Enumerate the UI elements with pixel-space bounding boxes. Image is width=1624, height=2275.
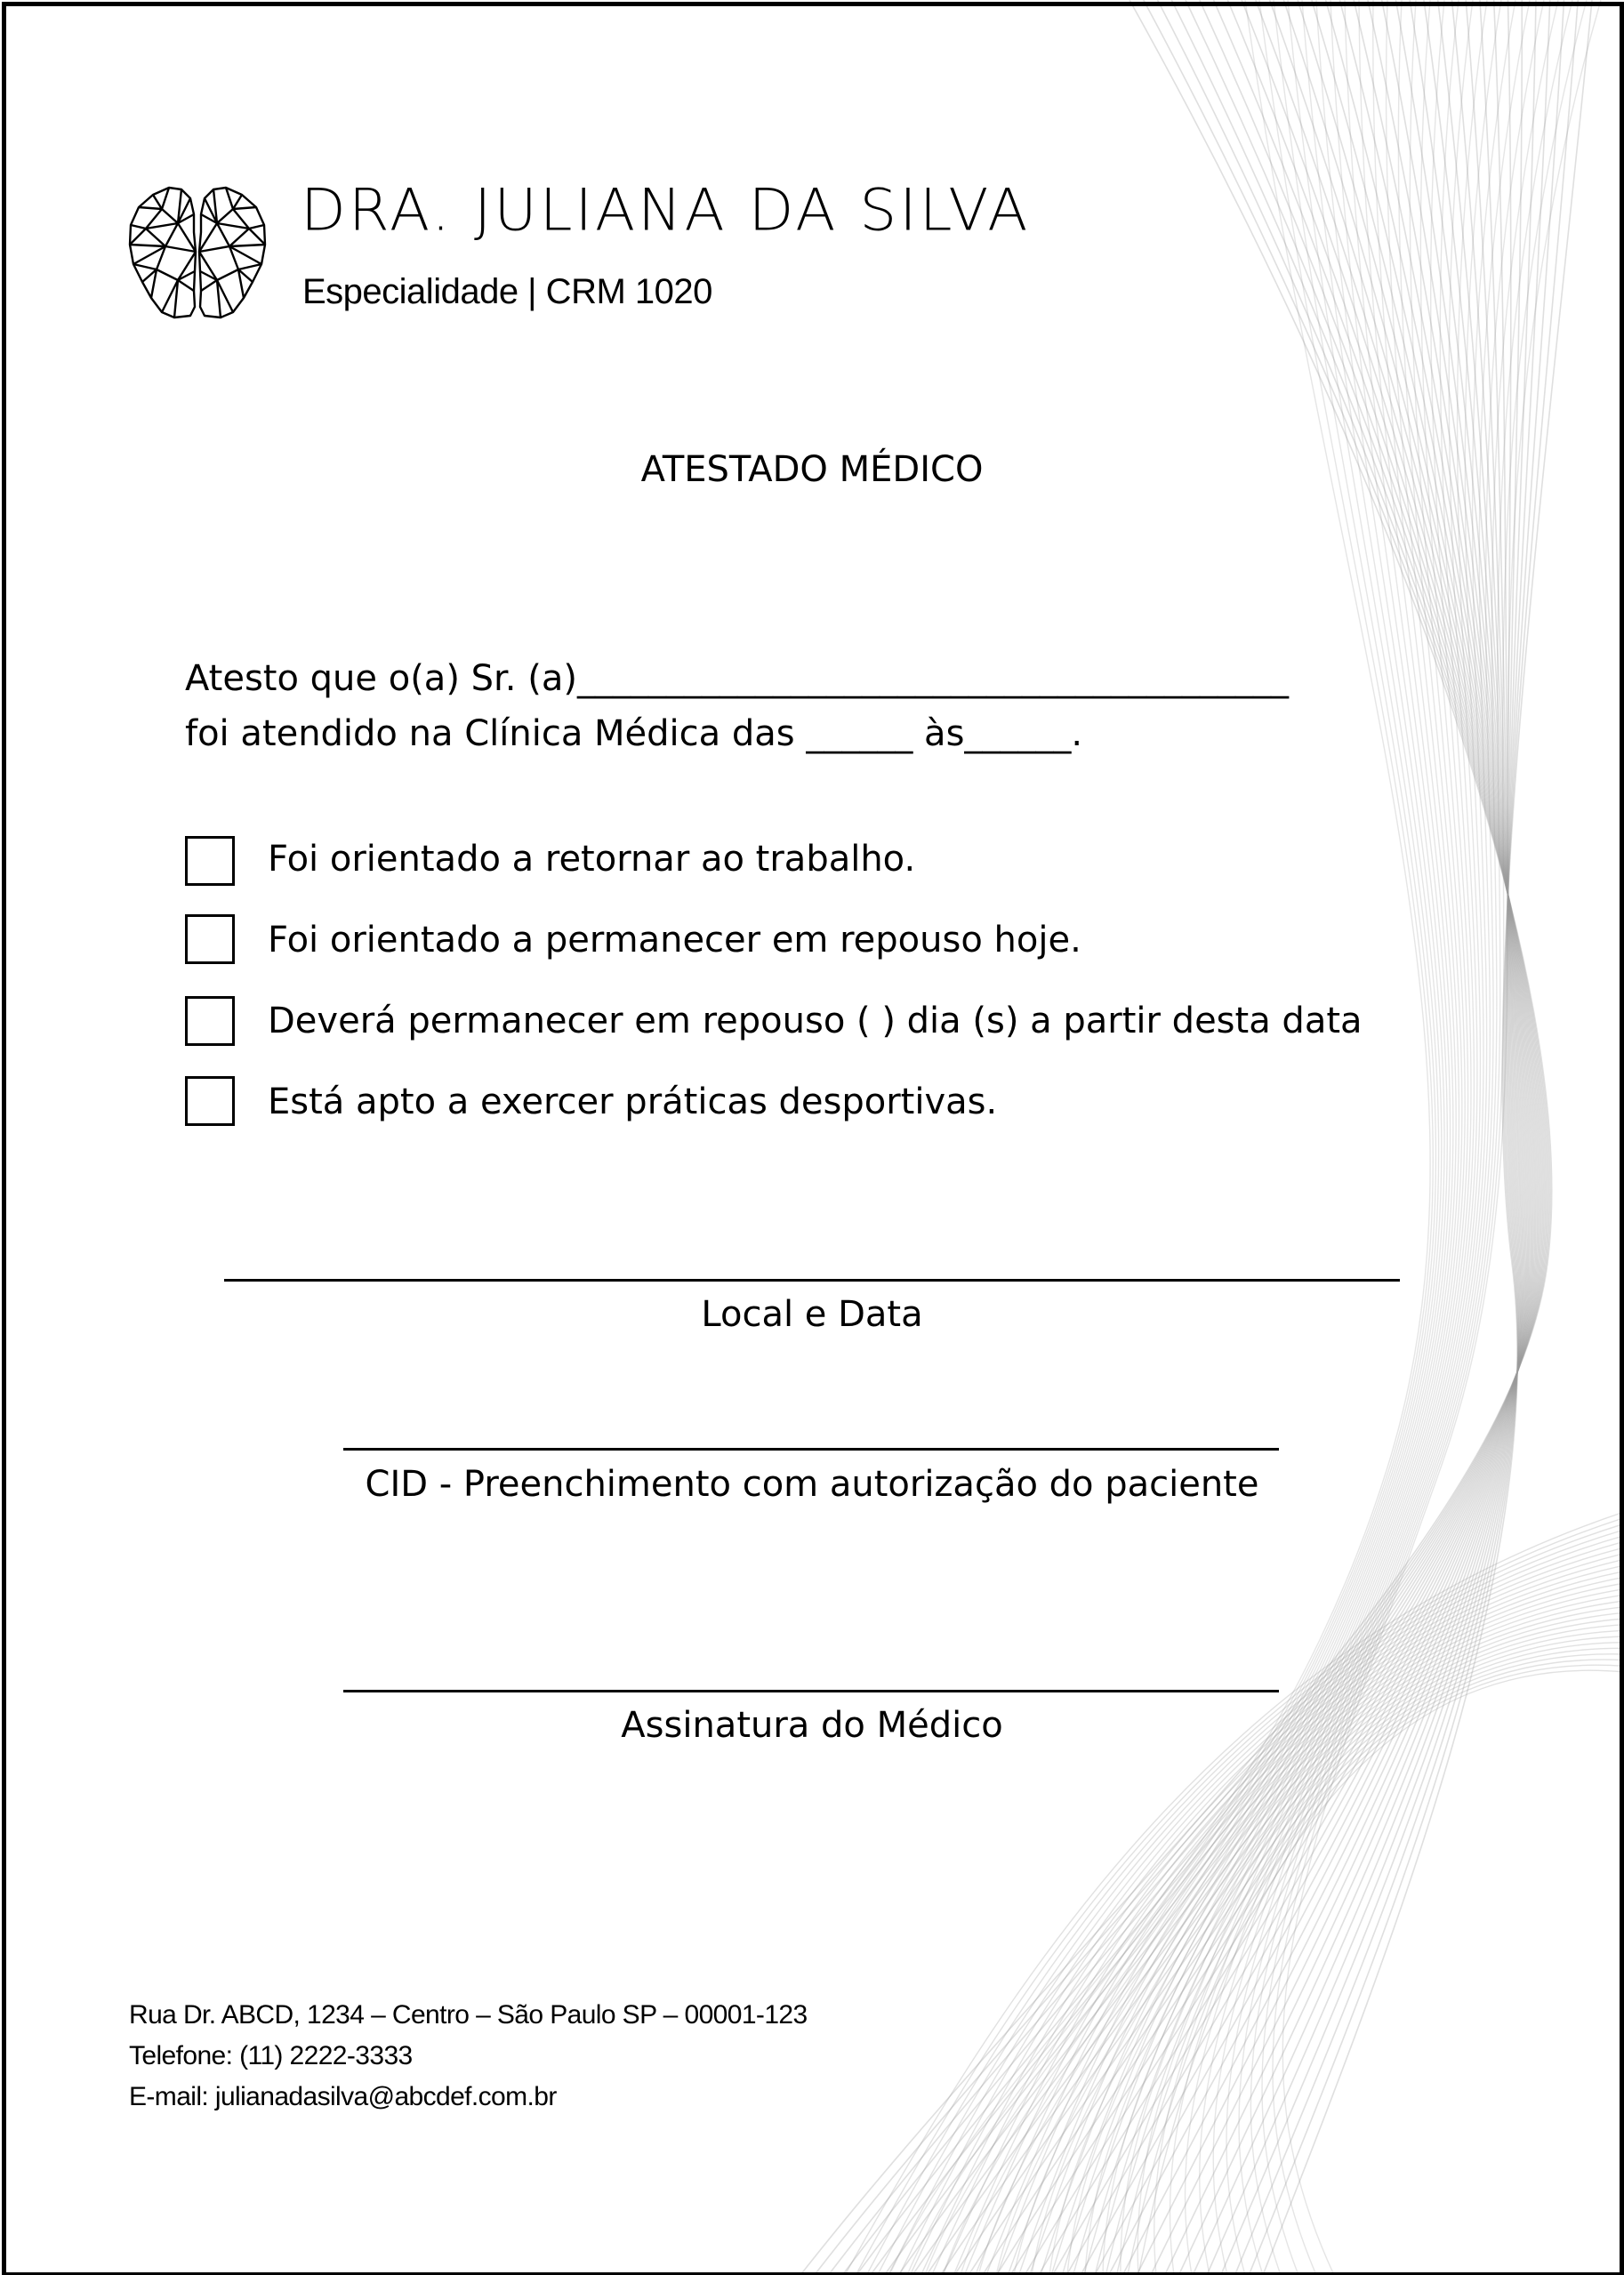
signature-line bbox=[343, 1690, 1279, 1692]
option-label-sports-fit: Está apto a exercer práticas desportivas. bbox=[268, 1081, 998, 1122]
option-label-return-to-work: Foi orientado a retornar ao trabalho. bbox=[268, 839, 916, 880]
local-data-line bbox=[224, 1279, 1400, 1282]
document-title: ATESTADO MÉDICO bbox=[640, 449, 984, 490]
checkbox-rest-days[interactable] bbox=[185, 996, 235, 1046]
patient-name-line: Atesto que o(a) Sr. (a)________________________________________ bbox=[185, 658, 1289, 699]
local-data-caption: Local e Data bbox=[701, 1294, 923, 1335]
doctor-specialty-crm: Especialidade | CRM 1020 bbox=[302, 272, 712, 311]
option-label-rest-today: Foi orientado a permanecer em repouso hoje. bbox=[268, 920, 1081, 961]
brain-icon bbox=[126, 182, 269, 323]
option-label-rest-days: Deverá permanecer em repouso ( ) dia (s) a partir desta data bbox=[268, 1001, 1363, 1041]
checkbox-rest-today[interactable] bbox=[185, 914, 235, 964]
signature-caption: Assinatura do Médico bbox=[621, 1705, 1003, 1746]
checkbox-sports-fit[interactable] bbox=[185, 1076, 235, 1126]
footer-phone: Telefone: (11) 2222-3333 bbox=[129, 2041, 413, 2070]
cid-caption: CID - Preenchimento com autorização do paciente bbox=[365, 1464, 1259, 1505]
footer-address: Rua Dr. ABCD, 1234 – Centro – São Paulo SP – 00001-123 bbox=[129, 2000, 808, 2030]
cid-line bbox=[343, 1448, 1279, 1451]
doctor-name: DRA. JULIANA DA SILVA bbox=[301, 176, 1031, 245]
attendance-time-line: foi atendido na Clínica Médica das ______ às______. bbox=[185, 713, 1083, 754]
footer-email[interactable]: E-mail: julianadasilva@abcdef.com.br bbox=[129, 2082, 557, 2111]
checkbox-return-to-work[interactable] bbox=[185, 836, 235, 886]
